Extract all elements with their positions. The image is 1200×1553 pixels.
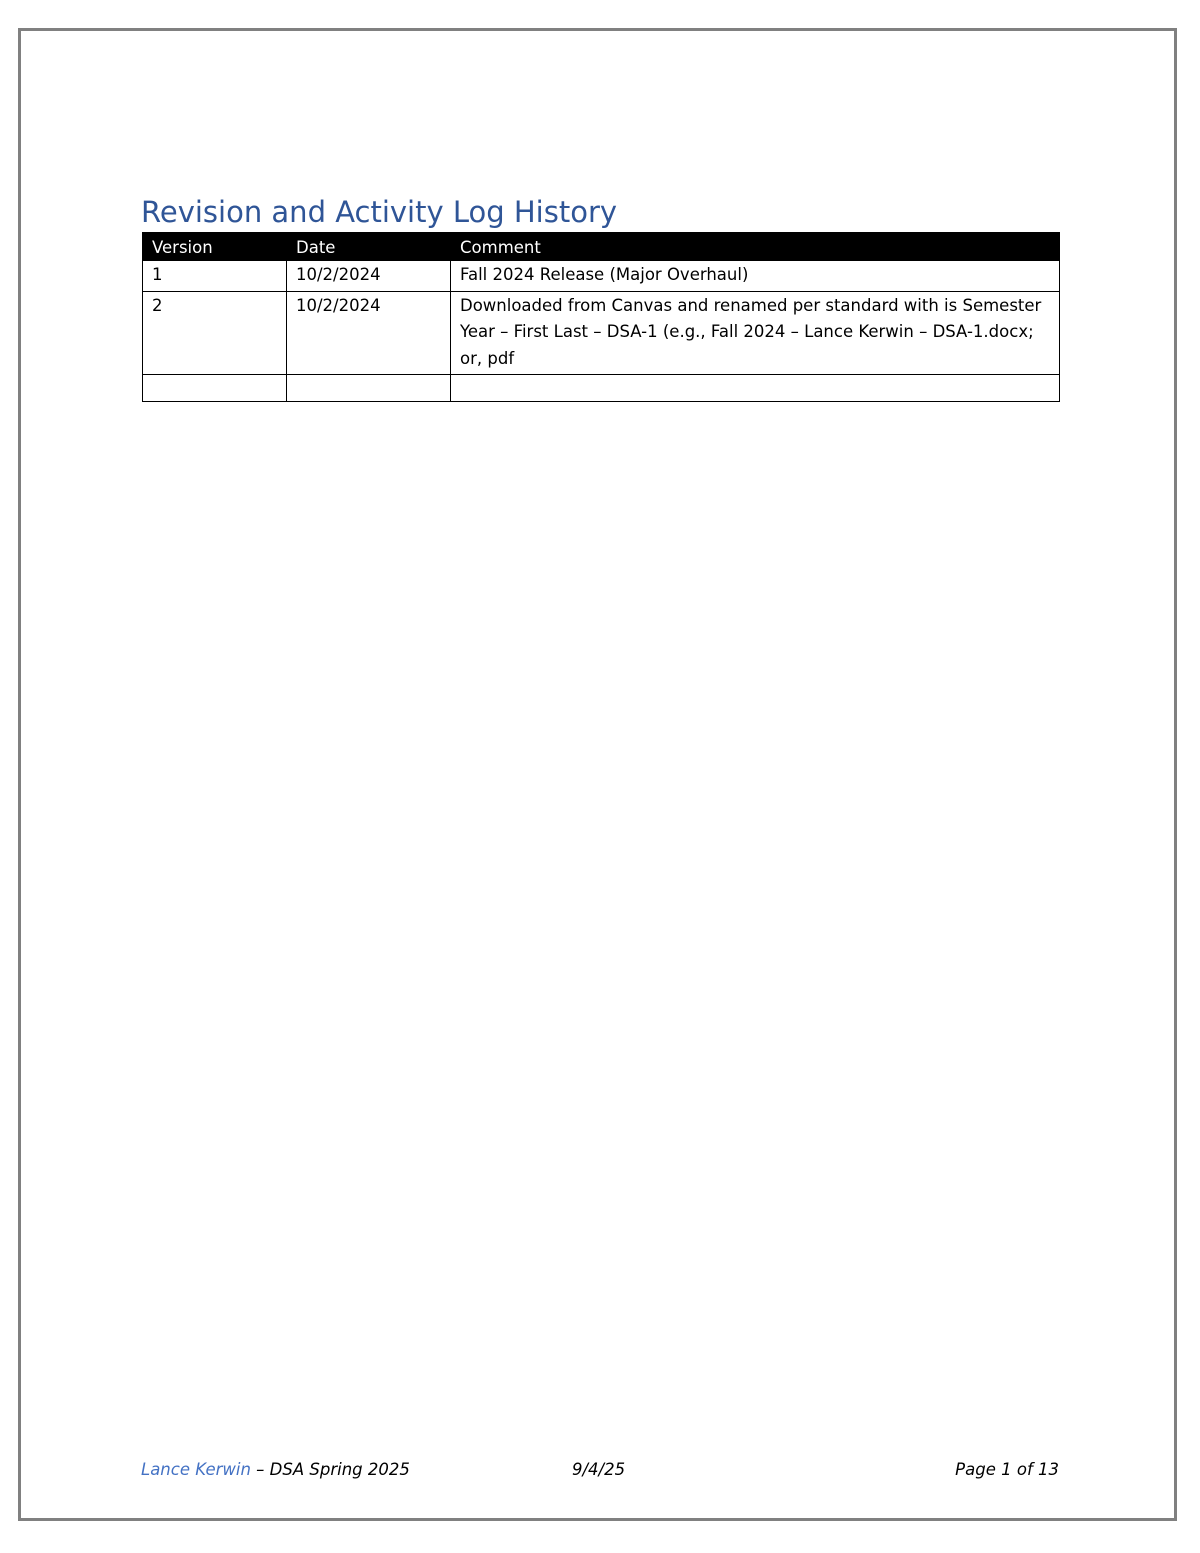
date-cell: 10/2/2024 (287, 291, 451, 375)
revision-log-table (142, 232, 1060, 402)
footer-author-course (141, 1457, 410, 1483)
date-cell: 10/2/2024 (287, 261, 451, 292)
table-row (143, 375, 1060, 402)
version-cell: 2 (143, 291, 287, 375)
date-cell (287, 375, 451, 402)
version-cell: 1 (143, 261, 287, 292)
comment-cell (451, 375, 1060, 402)
footer-author: Lance Kerwin (141, 1460, 251, 1479)
column-header-version: Version (143, 233, 287, 261)
footer-course: – DSA Spring 2025 (250, 1460, 410, 1479)
table-row (143, 291, 1060, 375)
footer-page-number: Page 1 of 13 (955, 1460, 1059, 1479)
page-footer (141, 1457, 1059, 1483)
comment-cell: Downloaded from Canvas and renamed per standard with is Semester Year – First Last – DSA-1 (e.g., Fall 2024 – Lance Kerwin – DSA-1.docx; or, pdf (451, 291, 1060, 375)
column-header-date: Date (287, 233, 451, 261)
comment-cell: Fall 2024 Release (Major Overhaul) (451, 261, 1060, 292)
table-row (143, 261, 1060, 292)
column-header-comment: Comment (451, 233, 1060, 261)
version-cell (143, 375, 287, 402)
footer-date: 9/4/25 (572, 1460, 626, 1479)
table-header-row (143, 233, 1060, 261)
page-title: Revision and Activity Log History (141, 195, 618, 229)
